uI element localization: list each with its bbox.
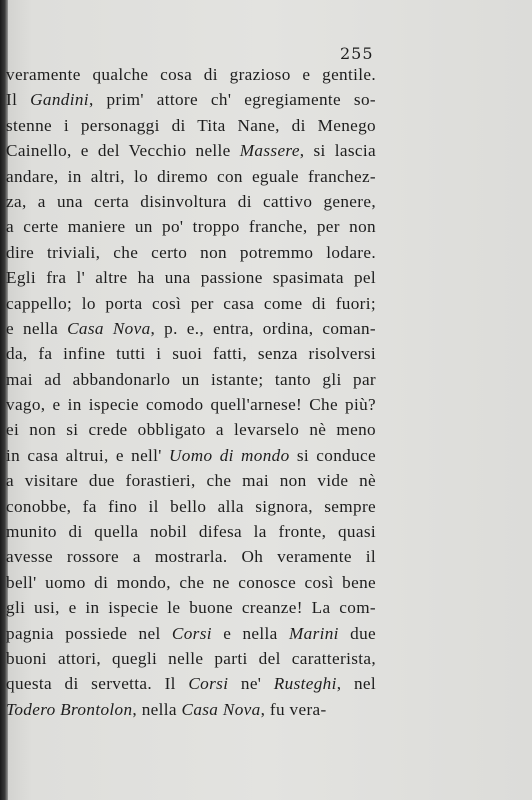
text-segment: , prim' attore ch' egregiamente so- [88, 90, 376, 110]
text-line [6, 570, 376, 595]
text-line [6, 392, 376, 417]
text-segment: , si lascia [299, 141, 376, 161]
text-segment: andare, in altri, lo diremo con eguale franchez- [6, 166, 376, 186]
text-segment: pagnia possiede nel [6, 623, 172, 643]
text-segment: e nella [6, 318, 68, 338]
text-segment: za, a una certa disinvoltura di cattivo genere, [6, 191, 376, 211]
text-segment: dire triviali, che certo non potremmo lodare. [6, 242, 376, 262]
text-segment: , fu vera- [260, 699, 327, 719]
text-segment: a visitare due forastieri, che mai non vide nè [6, 471, 376, 491]
text-segment: due [338, 623, 376, 643]
text-line [6, 214, 376, 239]
italic-text: Corsi [188, 674, 229, 694]
text-line [6, 164, 376, 189]
text-line [6, 544, 376, 569]
text-segment: in casa altrui, e nell' [6, 445, 170, 465]
italic-text: Marini [288, 623, 339, 643]
text-segment: ne' [228, 674, 274, 694]
text-segment: a certe maniere un po' troppo franche, per non [6, 217, 376, 237]
text-segment: questa di servetta. Il [6, 674, 189, 694]
text-segment: veramente qualche cosa di grazioso e gentile. [6, 65, 376, 84]
page-number: 255 [340, 44, 374, 63]
text-line [6, 291, 376, 316]
text-line [6, 113, 376, 138]
text-segment: ei non si crede obbligato a levarselo nè meno [6, 420, 376, 440]
text-line [6, 494, 376, 519]
text-line [6, 443, 376, 468]
text-line [6, 519, 376, 544]
text-segment: Egli fra l' altre ha una passione spasimata pel [6, 268, 376, 288]
text-segment: munito di quella nobil difesa la fronte, quasi [6, 522, 376, 542]
text-line [6, 240, 376, 265]
italic-text: Corsi [171, 623, 212, 643]
text-line [6, 341, 376, 366]
text-line [6, 468, 376, 493]
text-line [6, 595, 376, 620]
text-line [6, 189, 376, 214]
text-segment: bell' uomo di mondo, che ne conosce così bene [6, 572, 376, 592]
italic-text: Gandini [30, 90, 89, 110]
text-segment: , p. e., entra, ordina, coman- [150, 318, 376, 338]
text-segment: e nella [211, 623, 289, 643]
text-segment: Cainello, e del Vecchio nelle [6, 141, 240, 161]
italic-text: Massere [239, 141, 300, 161]
italic-text: Casa Nova [181, 699, 261, 719]
text-segment: da, fa infine tutti i suoi fatti, senza risolversi [6, 344, 376, 364]
text-segment: vago, e in ispecie comodo quell'arnese! Che più? [6, 395, 376, 415]
text-segment: avesse rossore a mostrarla. Oh veramente il [6, 547, 376, 567]
text-line [6, 697, 376, 722]
text-segment: buoni attori, quegli nelle parti del caratterista, [6, 648, 376, 668]
text-line [6, 265, 376, 290]
text-segment: mai ad abbandonarlo un istante; tanto gli par [6, 369, 376, 389]
text-segment: conobbe, fa fino il bello alla signora, sempre [6, 496, 376, 516]
text-line [6, 138, 376, 163]
text-segment: cappello; lo porta così per casa come di fuori; [6, 293, 376, 313]
italic-text: Rusteghi [273, 674, 337, 694]
text-segment: stenne i personaggi di Tita Nane, di Menego [6, 115, 376, 135]
text-segment: Il [6, 90, 31, 110]
text-line [6, 671, 376, 696]
text-line [6, 417, 376, 442]
text-line [6, 62, 376, 87]
text-segment: si conduce [289, 445, 376, 465]
italic-text: Uomo di mondo [169, 445, 290, 465]
text-segment: , nella [132, 699, 182, 719]
text-segment: , nel [336, 674, 376, 694]
text-line [6, 316, 376, 341]
text-segment: gli usi, e in ispecie le buone creanze! La com- [6, 598, 376, 618]
text-line [6, 367, 376, 392]
text-line [6, 646, 376, 671]
text-line [6, 87, 376, 112]
body-text [6, 62, 376, 722]
text-line [6, 621, 376, 646]
italic-text: Todero Brontolon [6, 699, 133, 719]
italic-text: Casa Nova [67, 318, 151, 338]
